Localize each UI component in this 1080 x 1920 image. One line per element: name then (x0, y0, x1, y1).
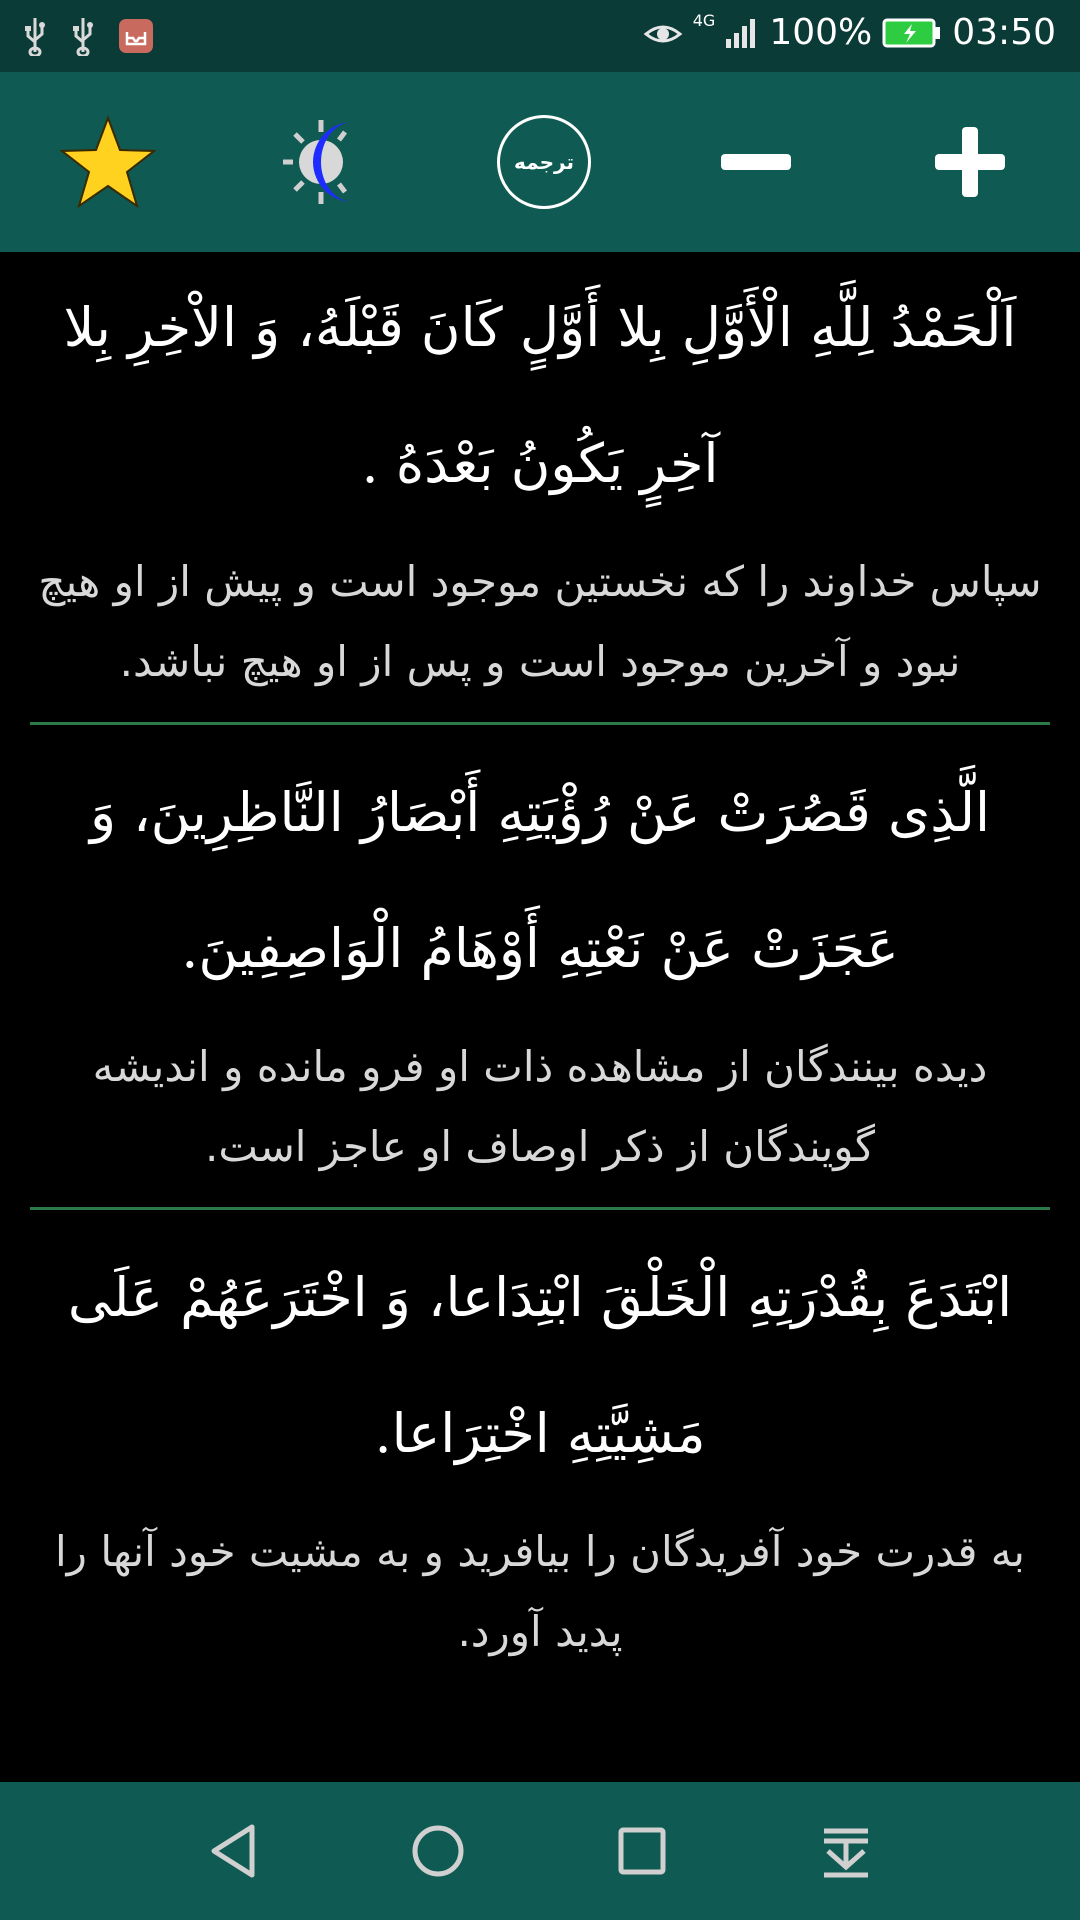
signal-icon (725, 17, 759, 49)
notification-pull-button[interactable] (811, 1816, 881, 1886)
usb-icon (70, 16, 96, 56)
status-bar (0, 0, 1080, 72)
system-nav-bar (0, 1782, 1080, 1920)
arabic-verse: الَّذِی قَصُرَتْ عَنْ رُؤْيَتِهِ أَبْصَارُ النَّاظِرِينَ، وَ عَجَزَتْ عَنْ نَعْتِهِ أَوْهَامُ الْوَاصِفِينَ. (89, 781, 991, 980)
usb-icon (22, 16, 48, 56)
translate-button[interactable] (494, 112, 594, 212)
persian-translation: به قدرت خود آفریدگان را بیافرید و به مشیت خود آنها را پدید آورد. (55, 1527, 1025, 1656)
notifications-pull-icon (816, 1821, 876, 1881)
day-night-toggle[interactable] (278, 112, 388, 212)
status-left-icons (22, 16, 154, 56)
home-button[interactable] (403, 1816, 473, 1886)
status-right (643, 12, 1056, 53)
battery-percent: 100% (769, 12, 873, 53)
eye-comfort-icon (643, 18, 683, 48)
verse-block (0, 745, 1080, 1187)
arabic-verse: ابْتَدَعَ بِقُدْرَتِهِ الْخَلْقَ ابْتِدَاعا، وَ اخْتَرَعَهُمْ عَلَى مَشِيَّتِهِ اخْتِرَاعا. (67, 1266, 1013, 1465)
verse-block (0, 252, 1080, 702)
app-notification-icon (118, 18, 154, 54)
zoom-out-button[interactable] (706, 112, 806, 212)
back-icon (204, 1821, 264, 1881)
divider (30, 1207, 1050, 1210)
plus-icon (930, 122, 1010, 202)
translate-circle (497, 115, 591, 209)
favorite-button[interactable] (58, 112, 158, 212)
recents-icon (612, 1821, 672, 1881)
arabic-verse: اَلْحَمْدُ لِلَّهِ الْأَوَّلِ بِلا أَوَّلٍ كَانَ قَبْلَهُ، وَ الاْخِرِ بِلا آخِرٍ يَكُونُ بَعْدَهُ . (63, 296, 1017, 495)
divider (30, 722, 1050, 725)
minus-icon (716, 122, 796, 202)
prayer-content[interactable] (0, 252, 1080, 1782)
app-toolbar (0, 72, 1080, 252)
clock: 03:50 (952, 12, 1056, 53)
back-button[interactable] (199, 1816, 269, 1886)
verse-block (0, 1230, 1080, 1672)
recents-button[interactable] (607, 1816, 677, 1886)
persian-translation: سپاس خداوند را که نخستین موجود است و پیش از او هیچ نبود و آخرین موجود است و پس از او هیچ نباشد. (38, 557, 1042, 686)
translate-label: ترجمه (514, 150, 574, 174)
day-night-icon (283, 112, 383, 212)
zoom-in-button[interactable] (920, 112, 1020, 212)
battery-icon (882, 17, 942, 49)
persian-translation: دیده بینندگان از مشاهده ذات او فرو مانده و اندیشه گویندگان از ذکر اوصاف او عاجز است. (92, 1042, 988, 1171)
star-icon (60, 114, 156, 210)
network-label: 4G (692, 11, 716, 30)
home-icon (408, 1821, 468, 1881)
